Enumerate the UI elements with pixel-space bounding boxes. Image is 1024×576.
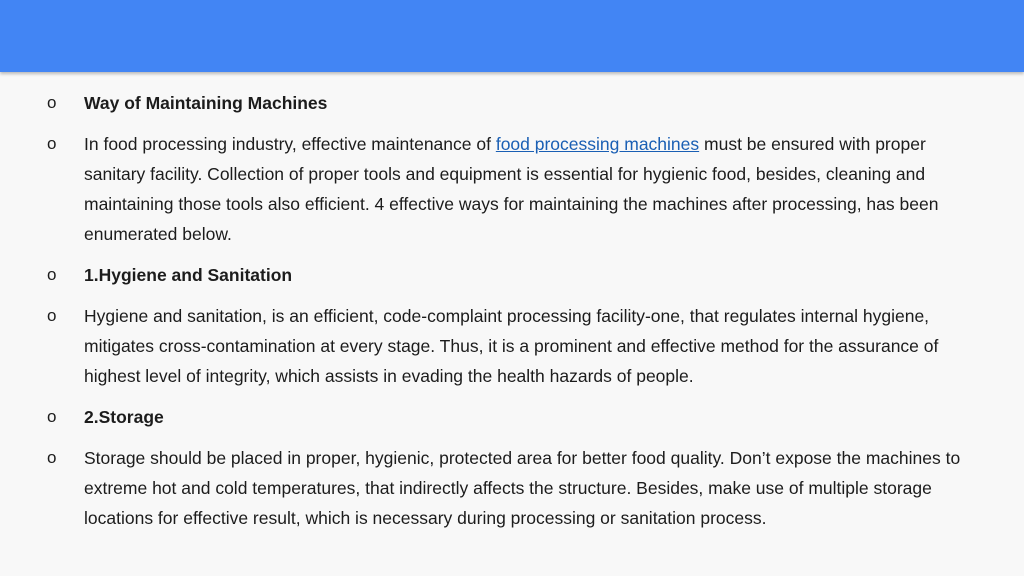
bullet-paragraph-hygiene bbox=[0, 301, 1024, 391]
bullet-marker: o bbox=[47, 93, 57, 112]
bullet-paragraph-storage bbox=[0, 443, 1024, 533]
paragraph-text: Hygiene and sanitation, is an efficient, code-complaint processing facility-one, that regulates internal hygiene, mitigates cross-contamination at every stage. Thus, it is a prominent and effective method for the assurance of highest level of integrity, which assists in evading the health hazards of people. bbox=[84, 306, 939, 386]
bullet-heading-way-of-maintaining bbox=[0, 88, 1024, 118]
heading-text: 2.Storage bbox=[84, 407, 164, 427]
bullet-heading-storage bbox=[0, 402, 1024, 432]
bullet-marker: o bbox=[47, 306, 57, 325]
paragraph-text-after: must be ensured with proper sanitary facility. Collection of proper tools and equipment is essential for hygienic food, besides, cleaning and maintaining those tools also efficient. 4 effective ways for maintaining the machines after processing, has been enumerated below. bbox=[84, 134, 939, 244]
bullet-marker: o bbox=[47, 448, 57, 467]
header-bar bbox=[0, 0, 1024, 72]
food-processing-machines-link[interactable]: food processing machines bbox=[495, 134, 700, 154]
paragraph-text: Storage should be placed in proper, hygienic, protected area for better food quality. Don’t expose the machines to extreme hot and cold temperatures, that indirectly affects the structure. Besides, make use of multiple storage locations for effective result, which is necessary during processing or sanitation process. bbox=[84, 448, 961, 528]
heading-text: Way of Maintaining Machines bbox=[84, 93, 328, 113]
heading-text: 1.Hygiene and Sanitation bbox=[84, 265, 293, 285]
bullet-paragraph-intro bbox=[0, 129, 1024, 249]
bullet-marker: o bbox=[47, 407, 57, 426]
paragraph-text-before: In food processing industry, effective maintenance of bbox=[84, 134, 496, 154]
bullet-marker: o bbox=[47, 134, 57, 153]
slide-content bbox=[0, 88, 1024, 544]
bullet-marker: o bbox=[47, 265, 57, 284]
bullet-heading-hygiene bbox=[0, 260, 1024, 290]
